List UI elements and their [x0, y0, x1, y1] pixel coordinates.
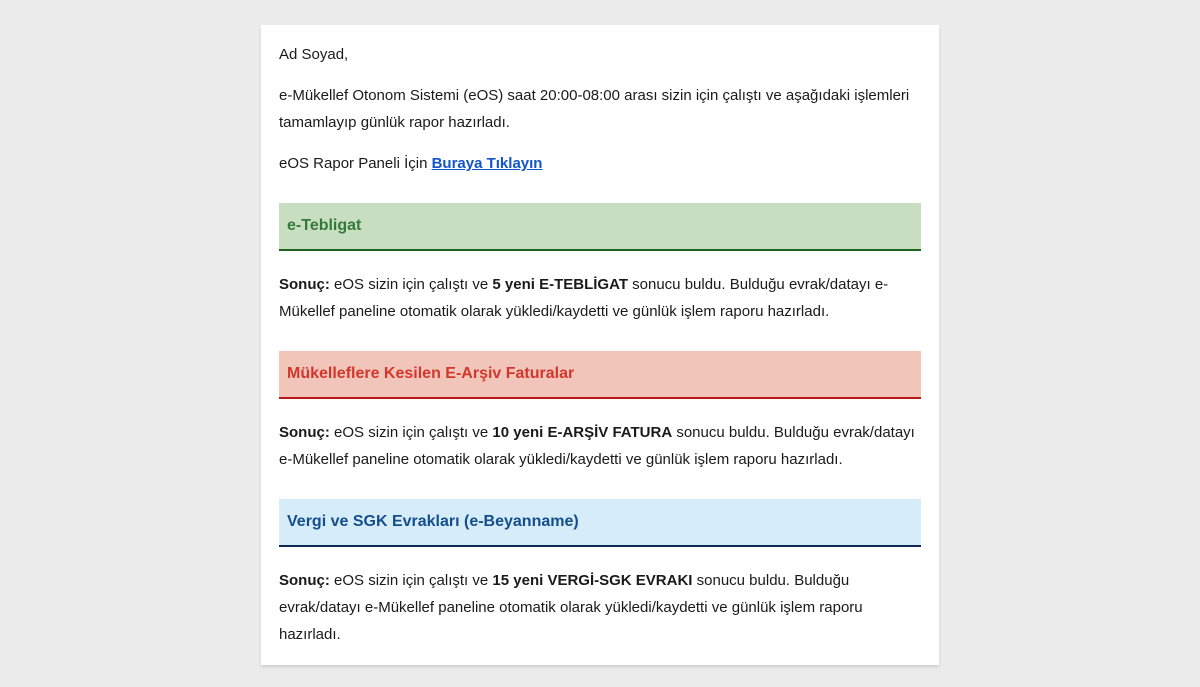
result-text-pre: eOS sizin için çalıştı ve [329, 572, 493, 589]
result-label: Sonuç: [279, 424, 330, 441]
section-title: e-Tebligat [287, 217, 362, 234]
section-header-e-arsiv-faturalar [279, 351, 921, 399]
section-result [279, 271, 921, 325]
section-title: Mükelleflere Kesilen E-Arşiv Faturalar [287, 365, 575, 382]
report-panel-link[interactable]: Buraya Tıklayın [431, 155, 543, 172]
result-text-pre: eOS sizin için çalıştı ve [329, 276, 493, 293]
section-result [279, 567, 921, 648]
result-text-post: sonucu buldu. Bulduğu evrak/datayı e-Mükellef paneline otomatik olarak yükledi/kaydetti ve günlük işlem raporu hazırladı. [279, 572, 863, 643]
section-header-e-tebligat [279, 203, 921, 251]
section-e-tebligat [279, 203, 921, 325]
panel-link-prefix: eOS Rapor Paneli İçin [279, 155, 432, 172]
section-header-vergi-sgk-evraklari [279, 499, 921, 547]
result-label: Sonuç: [279, 572, 330, 589]
result-text-post: sonucu buldu. Bulduğu evrak/datayı e-Mükellef paneline otomatik olarak yükledi/kaydetti ve günlük işlem raporu hazırladı. [279, 276, 889, 320]
result-label: Sonuç: [279, 276, 330, 293]
panel-link-line [279, 150, 921, 177]
greeting: Ad Soyad, [279, 46, 349, 63]
section-result [279, 419, 921, 473]
section-title: Vergi ve SGK Evrakları (e-Beyanname) [287, 513, 579, 530]
intro-paragraph: e-Mükellef Otonom Sistemi (eOS) saat 20:00-08:00 arası sizin için çalıştı ve aşağıdaki işlemleri tamamlayıp günlük rapor hazırladı. [279, 87, 910, 131]
section-vergi-sgk-evraklari [279, 499, 921, 648]
report-card [261, 25, 939, 665]
result-highlight: 5 yeni E-TEBLİGAT [492, 276, 628, 293]
result-text-pre: eOS sizin için çalıştı ve [329, 424, 493, 441]
result-highlight: 15 yeni VERGİ-SGK EVRAKI [492, 572, 693, 589]
result-highlight: 10 yeni E-ARŞİV FATURA [492, 424, 673, 441]
section-e-arsiv-faturalar [279, 351, 921, 473]
result-text-post: sonucu buldu. Bulduğu evrak/datayı e-Mükellef paneline otomatik olarak yükledi/kaydetti ve günlük işlem raporu hazırladı. [279, 424, 915, 468]
